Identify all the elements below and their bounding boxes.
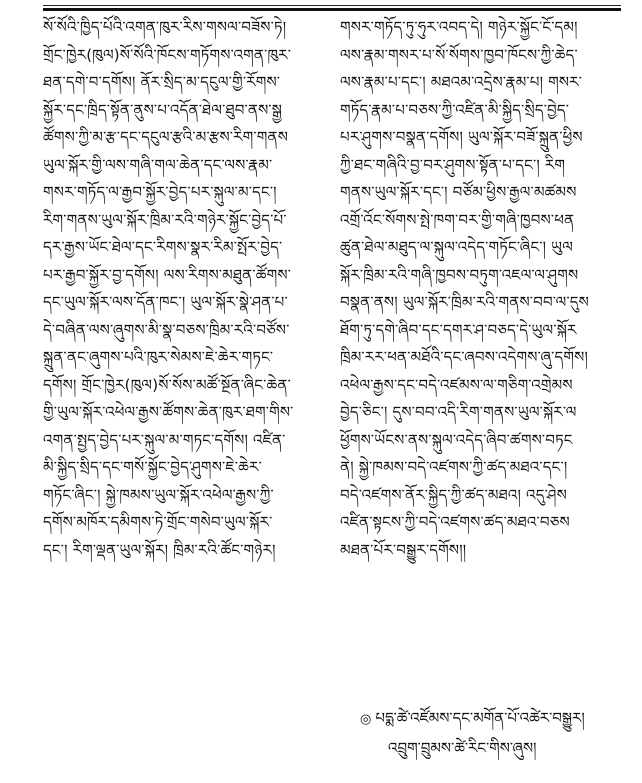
top-rule-thick <box>43 8 621 11</box>
text-line: ལས་རྣམ་པ་དང་། མཐའམ་འདྲེས་རྣམ་པ། གསར་ <box>340 73 583 91</box>
text-line: ཀྱི་ཐང་གཞིའི་བྱ་བར་ཤུགས་སྟོན་པ་དང་། རིག <box>340 155 566 174</box>
text-line: འགན་སྤྱད་བྱེད་པར་སྐུལ་མ་གཏང་དགོས། འཛིན་ <box>43 430 286 449</box>
text-line: ལས་རྣམ་གསར་པ་སོ་སོགས་ཁྱབ་ཁོངས་ཀྱི་ཆེད་ <box>340 45 578 64</box>
text-line: བདེ་འཛགས་ནོར་སྐྱིད་ཀྱི་ཚད་མཐའ། འདུ་ཤེས <box>340 485 567 504</box>
text-line: གཏོང་ཞིང་། སྐྱེ་ཁམས་ཡུལ་སྐོར་འཕེལ་རྒྱས་ཀྱི་ <box>43 485 274 504</box>
top-rule-thin <box>43 5 621 6</box>
text-line: སྐོར་ཁྲིམ་རའི་གཞི་ཁྱབས་བཏུག་འཇལ་ལ་ཤུགས <box>340 265 579 284</box>
text-line: བྱེད་ཅིང་། དུས་བབ་འདི་རིག་གནས་ཡུལ་སྐོར་ལ <box>340 403 577 421</box>
text-line: དང་ཡུལ་སྐོར་ལས་དོན་ཁང་། ཡུལ་སྐོར་སྣེ་ཤན་པ་ <box>43 293 288 311</box>
text-line: སྐྱོར་དང་ཁྲིད་སྟོན་ནུས་པ་འདོན་ཐེལ་ཐུབ་ནས་སྒྱ <box>43 100 283 119</box>
text-line: འཕེལ་རྒྱས་དང་བདེ་འཛམས་ལ་གཅིག་འགྲེམས <box>340 375 573 394</box>
text-line: གསར་གཏོད་ཏུ་ཧུར་འབད་དེ། གཉེར་སྐྱོང་ངོ་དམ། <box>340 18 578 36</box>
text-line: ནེ། སྐྱེ་ཁམས་བདེ་འཛགས་ཀྱི་ཚད་མཐའ་དང་། <box>340 458 568 476</box>
text-line: རིག་གནས་ཡུལ་སྐོར་ཁྲིམ་རའི་གཉེར་སྐྱོང་བྱེད་པོ་ <box>43 210 287 229</box>
text-line: ཕྱོགས་ཡོངས་ནས་སྐུལ་འདེད་ཞིབ་ཚགས་བཏང <box>340 430 573 449</box>
text-line: པར་ཤུགས་བསྣན་དགོས། ཡུལ་སྐོར་བཟོ་སྐྲུན་ཕྱིས <box>340 128 583 146</box>
text-line: གནས་ཡུལ་སྐོར་དང་། བཙོམ་ཕྱིས་རྒྱལ་མཚམས <box>340 183 577 201</box>
text-line: མི་སྐྱིད་སྲིད་དང་གསོ་སྐྱོང་བྱེད་ཤུགས་ཇེ་ཆེར་ <box>43 458 262 476</box>
text-line: དང་། རིག་ལྡན་ཡུལ་སྐོར། ཁྲིམ་རའི་ཚོང་གཉེར། <box>43 540 276 559</box>
text-line: གཏོད་རྣམ་པ་བཅས་ཀྱི་འཛིན་མི་སྐྱིད་སྲིད་བྱེད་ <box>340 100 570 119</box>
text-line: གསར་གཏོད་ལ་རྒྱབ་སྐྱོར་བྱེད་པར་སྐུལ་མ་དང་། <box>43 183 277 201</box>
text-line: གྱི་ཡུལ་སྐོར་འཕེལ་རྒྱས་ཚོགས་ཆེན་ཁུར་ཐག་གིས་ <box>43 403 294 421</box>
text-line: དར་རྒྱས་ཡོང་ཐེལ་དང་རིགས་སྣར་རིམ་སྤོར་བྱེད་ <box>43 238 283 256</box>
text-line: ཐན་དགེ་བ་དགོས། ནོར་སྲིད་མ་དངུལ་གྱི་རོགས་ <box>43 73 281 91</box>
text-line: གྲོང་ཁྱེར(ཁུལ)སོ་སོའི་ཁོངས་གཏོགས་འགན་ཁུར་ <box>43 45 292 64</box>
text-line: ཐོག་ཏུ་དགེ་ཞིབ་དང་དགར་ཤ་བཅད་དེ་ཡུལ་སྐོར <box>340 320 577 339</box>
text-line: སྐྲུན་ནང་ཞུགས་པའི་ཁུར་སེམས་ཇེ་ཆེར་གཏང་ <box>43 348 274 366</box>
translator-credit <box>360 703 630 763</box>
text-line: དེ་བཞིན་ལས་ཞུགས་མི་སྣ་བཅས་ཁྲིམ་རའི་བཙོས་ <box>43 320 290 339</box>
credit-translators <box>360 703 630 733</box>
right-column <box>340 14 622 564</box>
text-line: བསྣན་ནས། ཡུལ་སྐོར་ཁྲིམ་རའི་གནས་བབ་ལ་དུས <box>340 293 590 311</box>
text-line: དགོས། གྲོང་ཁྱེར(ཁུལ)སོ་སོས་མཚོ་སྔོན་ཞིང་ཆེན་ <box>43 375 291 394</box>
text-line: ཁྲིམ་རར་ཕན་མཐོའི་དང་ཞབས་འདེགས་ཞུ་དགོས། <box>340 348 589 366</box>
left-column <box>43 14 315 564</box>
text-line: དགོས་མཁོར་དམིགས་ཏེ་གྲོང་གསེབ་ཡུལ་སྐོར་ <box>43 513 273 531</box>
text-line: པར་རྒྱབ་སྐྱོར་བྱ་དགོས། ལས་རིགས་མཐུན་ཚོགས་ <box>43 265 292 284</box>
text-line: ཚུན་ཐེལ་མཐུད་ལ་སྐུལ་འདེད་གཏོང་ཞིང་། ཡུལ <box>340 238 574 256</box>
text-line: སོ་སོའི་ཁྱིད་པོའི་འགན་ཁུར་རིས་གསལ་བཟོས་ཏེ། <box>43 18 287 36</box>
text-line: ཚོགས་ཀྱི་མ་རྩ་དང་དངུལ་རྩའི་མ་རྩས་རིག་གནས <box>43 128 289 146</box>
text-line: འཛིན་སྟངས་ཀྱི་བདེ་འཛགས་ཚད་མཐའ་བཅས <box>340 513 570 531</box>
text-line: འགྲོ་འོང་སོགས་སྤེ་ཁག་བར་གྱི་གཞི་ཁྱབས་ཕན <box>340 210 575 229</box>
credit-translators-text: པདྨ་ཚེ་འཛོམས་དང་མགོན་པོ་འཚེར་བསྒྱུར། <box>375 709 585 727</box>
text-line: མཐན་པོར་བསྒྱུར་དགོས།། <box>340 540 467 559</box>
credit-editor: འབྲུག་བྲུམས་ཚེ་རིང་གིས་ཞུས། <box>388 739 537 757</box>
circle-mark-icon: ◎ <box>360 712 372 727</box>
text-line: ཡུལ་སྐོར་གྱི་ལས་གཞི་གལ་ཆེན་དང་ལས་རྣམ་ <box>43 155 273 174</box>
